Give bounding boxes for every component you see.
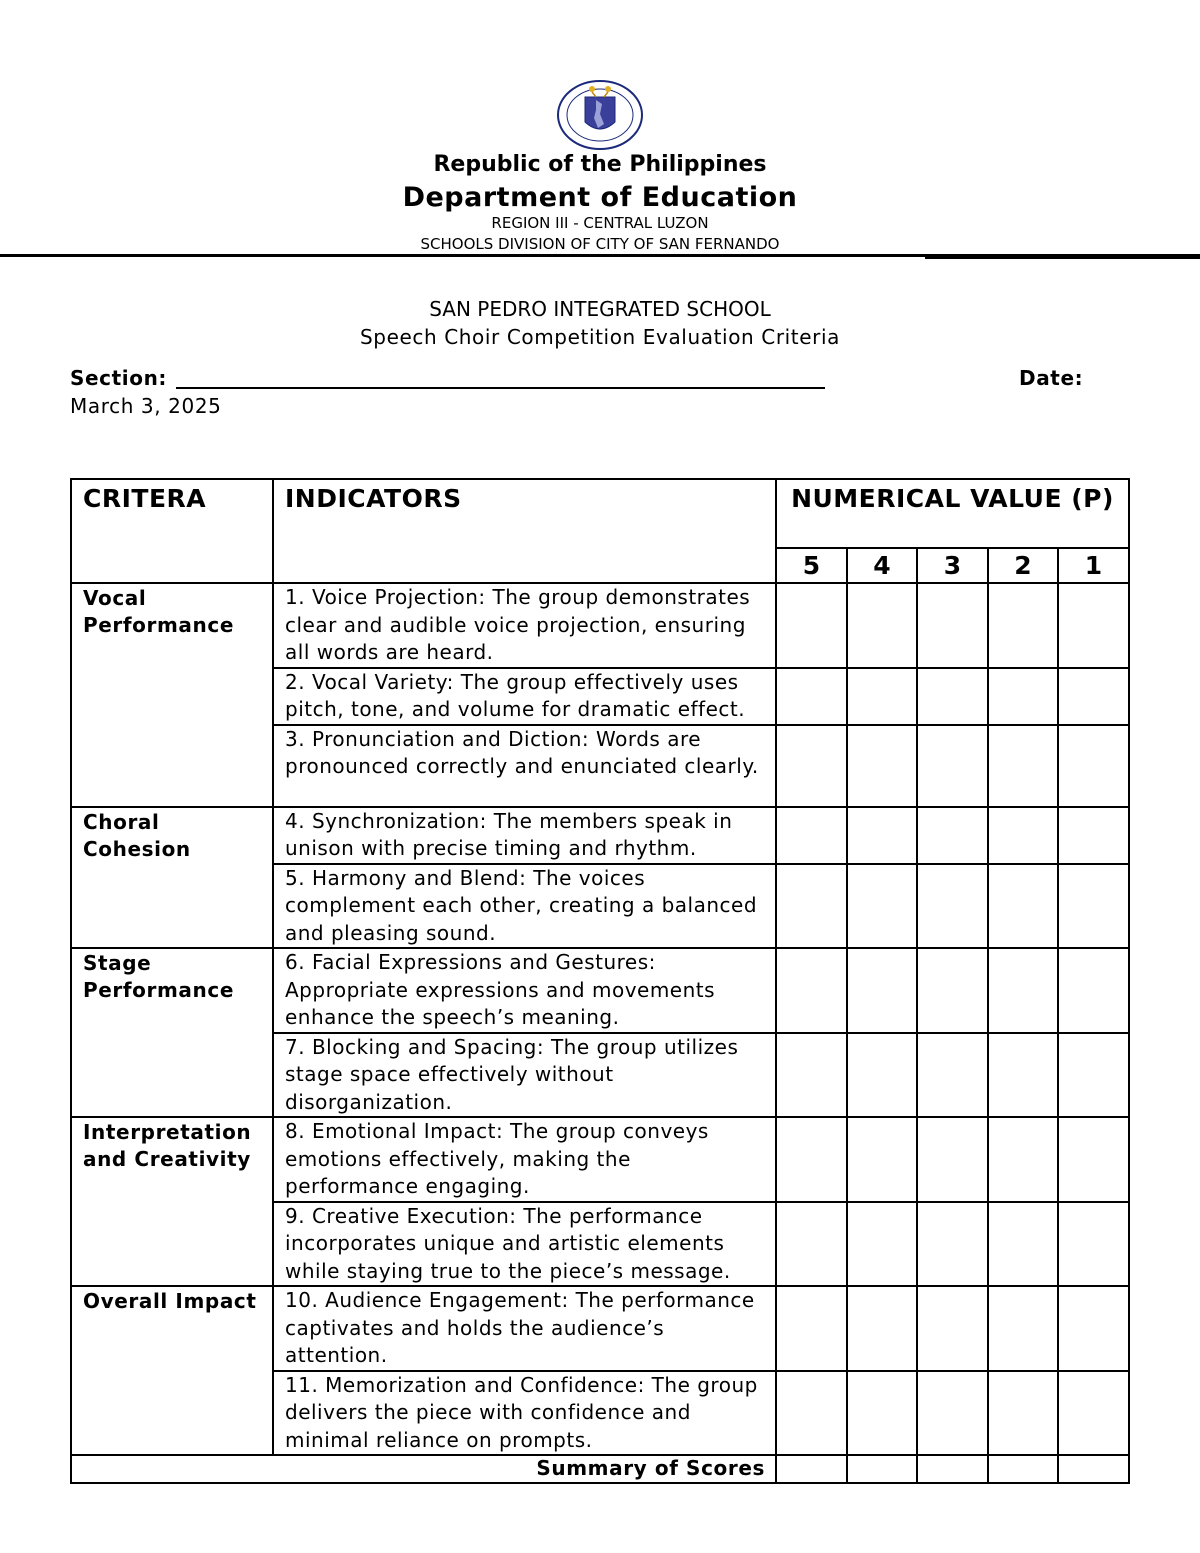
score-cell[interactable] xyxy=(776,1033,847,1118)
score-cell[interactable] xyxy=(917,1371,988,1456)
score-cell[interactable] xyxy=(847,1286,917,1371)
score-cell[interactable] xyxy=(847,948,917,1033)
score-header-3: 3 xyxy=(917,548,988,583)
score-cell[interactable] xyxy=(917,668,988,725)
score-cell[interactable] xyxy=(776,583,847,668)
score-cell[interactable] xyxy=(776,1117,847,1202)
score-cell[interactable] xyxy=(847,1117,917,1202)
score-cell[interactable] xyxy=(847,1371,917,1456)
score-cell[interactable] xyxy=(917,1202,988,1287)
score-cell[interactable] xyxy=(917,864,988,949)
division-heading: SCHOOLS DIVISION OF CITY OF SAN FERNANDO xyxy=(420,235,780,253)
score-header-4: 4 xyxy=(847,548,917,583)
summary-score-cell[interactable] xyxy=(1058,1455,1129,1483)
table-row xyxy=(71,1117,1129,1202)
republic-heading: Republic of the Philippines xyxy=(433,152,767,177)
score-cell[interactable] xyxy=(917,583,988,668)
summary-score-cell[interactable] xyxy=(847,1455,917,1483)
indicator-text: 1. Voice Projection: The group demonstrates clear and audible voice projection, ensuring all words are heard. xyxy=(273,583,776,668)
score-cell[interactable] xyxy=(988,1286,1058,1371)
form-title: Speech Choir Competition Evaluation Criteria xyxy=(359,325,840,349)
score-cell[interactable] xyxy=(988,1202,1058,1287)
score-cell[interactable] xyxy=(847,864,917,949)
score-cell[interactable] xyxy=(1058,864,1129,949)
deped-seal-logo xyxy=(556,80,644,150)
criterion-name: Interpretation and Creativity xyxy=(71,1117,273,1286)
score-cell[interactable] xyxy=(1058,1117,1129,1202)
indicator-text: 5. Harmony and Blend: The voices complement each other, creating a balanced and pleasing sound. xyxy=(273,864,776,949)
score-cell[interactable] xyxy=(847,807,917,864)
score-cell[interactable] xyxy=(1058,725,1129,807)
score-cell[interactable] xyxy=(1058,668,1129,725)
criteria-column-header: CRITERA xyxy=(71,479,273,583)
score-cell[interactable] xyxy=(917,1286,988,1371)
criterion-name: Vocal Performance xyxy=(71,583,273,807)
score-header-2: 2 xyxy=(988,548,1058,583)
score-cell[interactable] xyxy=(1058,807,1129,864)
table-row xyxy=(71,1286,1129,1371)
table-row xyxy=(71,583,1129,668)
score-cell[interactable] xyxy=(1058,1371,1129,1456)
indicator-text: 3. Pronunciation and Diction: Words are pronounced correctly and enunciated clearly. xyxy=(273,725,776,807)
indicator-text: 4. Synchronization: The members speak in unison with precise timing and rhythm. xyxy=(273,807,776,864)
region-heading: REGION III - CENTRAL LUZON xyxy=(491,214,709,232)
date-value: March 3, 2025 xyxy=(70,394,222,418)
header-rule-accent xyxy=(925,257,1200,259)
score-cell[interactable] xyxy=(847,725,917,807)
score-cell[interactable] xyxy=(847,668,917,725)
score-cell[interactable] xyxy=(1058,583,1129,668)
score-cell[interactable] xyxy=(988,1371,1058,1456)
summary-row xyxy=(71,1455,1129,1483)
score-cell[interactable] xyxy=(847,1033,917,1118)
score-cell[interactable] xyxy=(776,807,847,864)
score-cell[interactable] xyxy=(988,668,1058,725)
score-cell[interactable] xyxy=(917,948,988,1033)
criterion-name: Overall Impact xyxy=(71,1286,273,1455)
score-cell[interactable] xyxy=(776,1202,847,1287)
indicator-text: 2. Vocal Variety: The group effectively uses pitch, tone, and volume for dramatic effect. xyxy=(273,668,776,725)
score-cell[interactable] xyxy=(988,864,1058,949)
school-name: SAN PEDRO INTEGRATED SCHOOL xyxy=(429,297,771,321)
indicator-text: 10. Audience Engagement: The performance captivates and holds the audience’s attention. xyxy=(273,1286,776,1371)
evaluation-table xyxy=(70,478,1130,1484)
numerical-value-header: NUMERICAL VALUE (P) xyxy=(776,479,1129,548)
section-blank-line[interactable] xyxy=(176,387,825,389)
score-cell[interactable] xyxy=(988,948,1058,1033)
date-label: Date: xyxy=(1019,366,1084,390)
score-cell[interactable] xyxy=(917,725,988,807)
score-cell[interactable] xyxy=(1058,1286,1129,1371)
score-cell[interactable] xyxy=(776,668,847,725)
table-row xyxy=(71,807,1129,864)
indicators-column-header: INDICATORS xyxy=(273,479,776,583)
score-cell[interactable] xyxy=(776,725,847,807)
score-cell[interactable] xyxy=(1058,948,1129,1033)
score-cell[interactable] xyxy=(776,1286,847,1371)
table-row xyxy=(71,948,1129,1033)
score-cell[interactable] xyxy=(847,583,917,668)
score-cell[interactable] xyxy=(1058,1202,1129,1287)
score-header-1: 1 xyxy=(1058,548,1129,583)
score-cell[interactable] xyxy=(1058,1033,1129,1118)
score-cell[interactable] xyxy=(988,1033,1058,1118)
indicator-text: 11. Memorization and Confidence: The group delivers the piece with confidence and minimal reliance on prompts. xyxy=(273,1371,776,1456)
summary-label: Summary of Scores xyxy=(71,1455,776,1483)
score-cell[interactable] xyxy=(988,1117,1058,1202)
department-heading: Department of Education xyxy=(402,182,798,213)
summary-score-cell[interactable] xyxy=(988,1455,1058,1483)
score-cell[interactable] xyxy=(917,1033,988,1118)
summary-score-cell[interactable] xyxy=(776,1455,847,1483)
indicator-text: 9. Creative Execution: The performance incorporates unique and artistic elements while staying true to the piece’s message. xyxy=(273,1202,776,1287)
indicator-text: 6. Facial Expressions and Gestures: Appropriate expressions and movements enhance the speech’s meaning. xyxy=(273,948,776,1033)
criterion-name: Choral Cohesion xyxy=(71,807,273,949)
score-header-5: 5 xyxy=(776,548,847,583)
criterion-name: Stage Performance xyxy=(71,948,273,1117)
score-cell[interactable] xyxy=(776,1371,847,1456)
section-label: Section: xyxy=(70,366,168,390)
score-cell[interactable] xyxy=(988,725,1058,807)
score-cell[interactable] xyxy=(847,1202,917,1287)
indicator-text: 8. Emotional Impact: The group conveys emotions effectively, making the performance engaging. xyxy=(273,1117,776,1202)
score-cell[interactable] xyxy=(988,807,1058,864)
summary-score-cell[interactable] xyxy=(917,1455,988,1483)
score-cell[interactable] xyxy=(988,583,1058,668)
score-cell[interactable] xyxy=(917,807,988,864)
score-cell[interactable] xyxy=(776,864,847,949)
score-cell[interactable] xyxy=(917,1117,988,1202)
indicator-text: 7. Blocking and Spacing: The group utilizes stage space effectively without disorganization. xyxy=(273,1033,776,1118)
score-cell[interactable] xyxy=(776,948,847,1033)
